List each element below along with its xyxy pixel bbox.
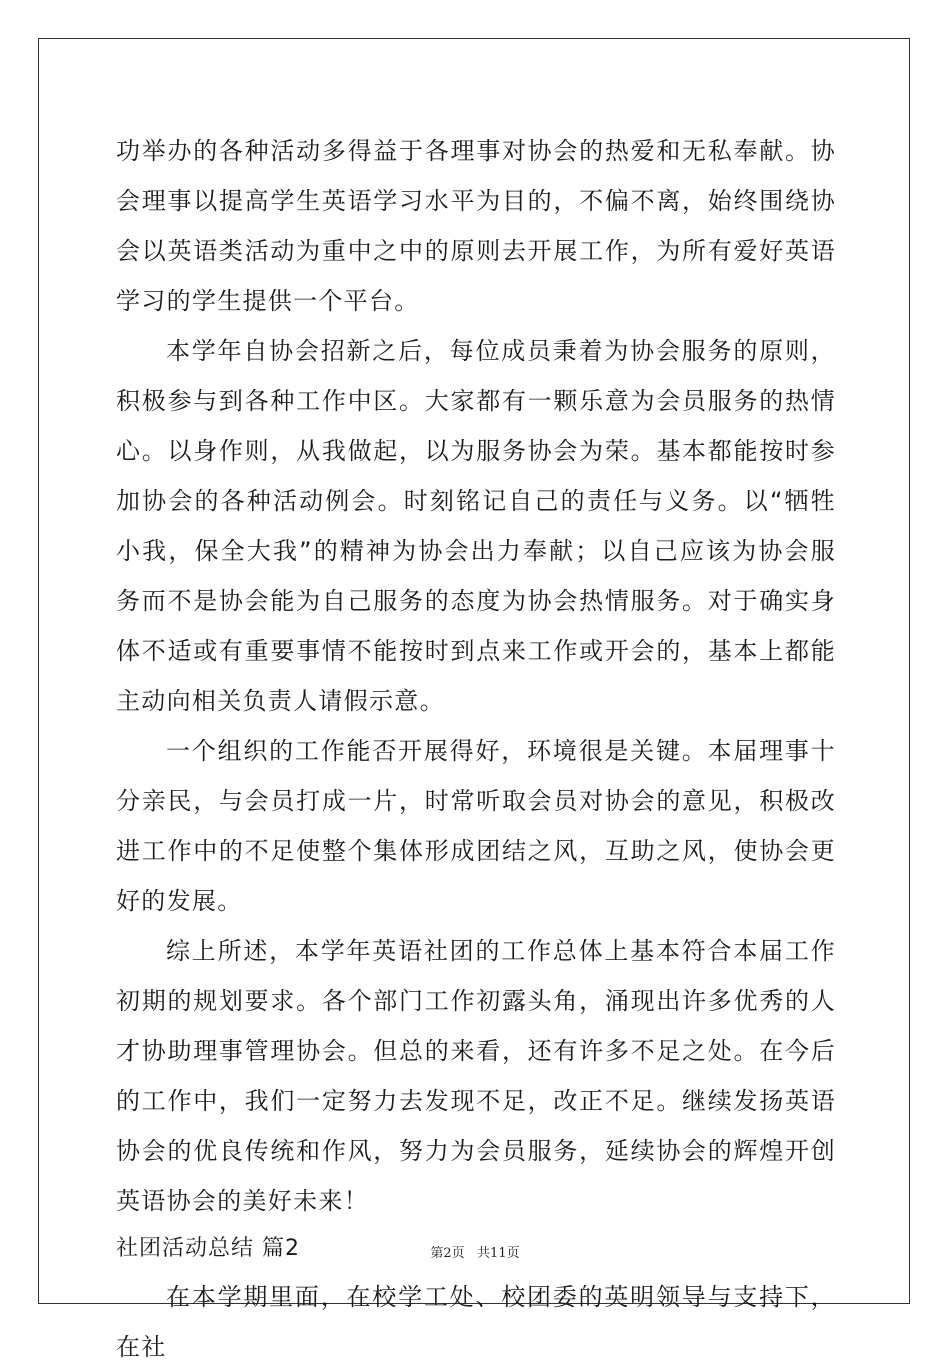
paragraph-5: 在本学期里面，在校学工处、校团委的英明领导与支持下，在社 — [116, 1283, 836, 1361]
page-number-footer: 第2页 共11页 — [430, 1246, 520, 1261]
section-heading: 社团活动总结 篇2 — [116, 1236, 300, 1261]
paragraph-3: 一个组织的工作能否开展得好，环境很是关键。本届理事十分亲民，与会员打成一片，时常听取会员对协会的意见，积极改进工作中的不足使整个集体形成团结之风，互助之风，使协会更好的发展。 — [116, 737, 836, 915]
document-body — [116, 126, 836, 1372]
paragraph-4: 综上所述，本学年英语社团的工作总体上基本符合本届工作初期的规划要求。各个部门工作初露头角，涌现出许多优秀的人才协助理事管理协会。但总的来看，还有许多不足之处。在今后的工作中，我们一定努力去发现不足，改正不足。继续发扬英语协会的优良传统和作风，努力为会员服务，延续协会的辉煌开创英语协会的美好未来！ — [116, 937, 836, 1215]
paragraph-1: 功举办的各种活动多得益于各理事对协会的热爱和无私奉献。协会理事以提高学生英语学习水平为目的，不偏不离，始终围绕协会以英语类活动为重中之中的原则去开展工作，为所有爱好英语学习的学生提供一个平台。 — [116, 137, 836, 315]
paragraph-2: 本学年自协会招新之后，每位成员秉着为协会服务的原则，积极参与到各种工作中区。大家都有一颗乐意为会员服务的热情心。以身作则，从我做起，以为服务协会为荣。基本都能按时参加协会的各种活动例会。时刻铭记自己的责任与义务。以“牺牲小我，保全大我”的精神为协会出力奉献；以自己应该为协会服务而不是协会能为自己服务的态度为协会热情服务。对于确实身体不适或有重要事情不能按时到点来工作或开会的，基本上都能主动向相关负责人请假示意。 — [116, 337, 836, 715]
